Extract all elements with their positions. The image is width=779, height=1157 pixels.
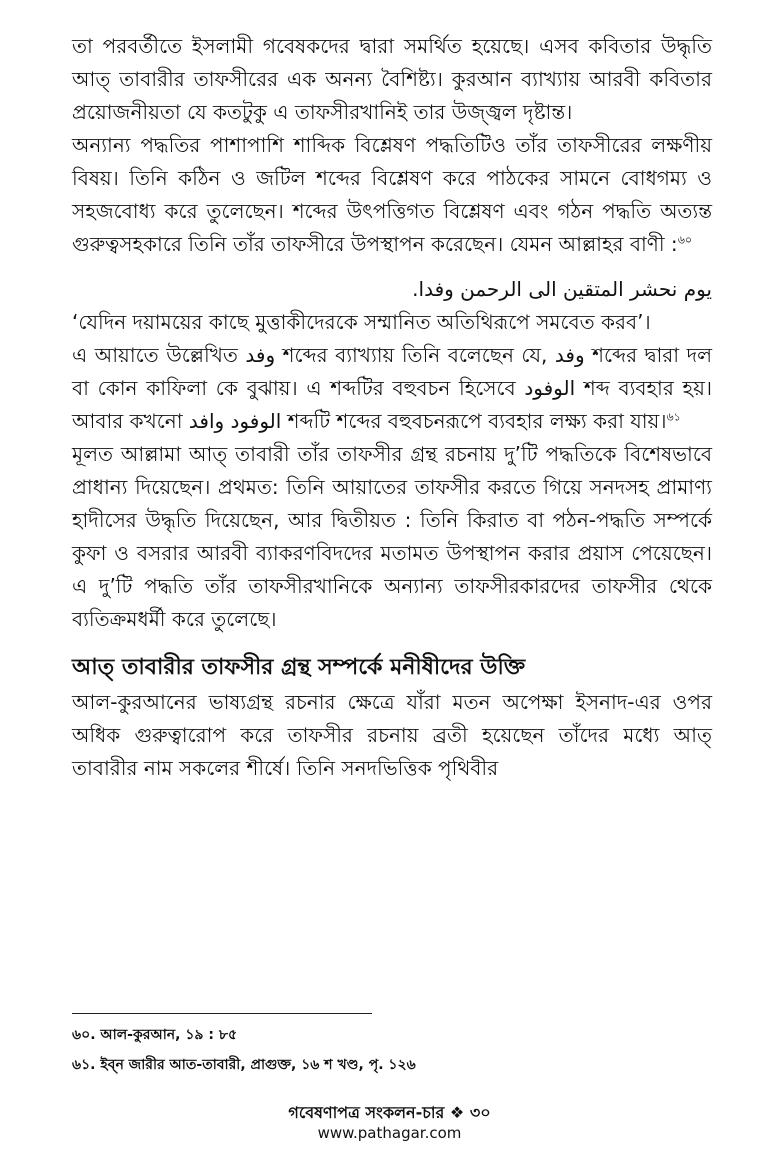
page-number: ৩০	[469, 1103, 491, 1122]
section-heading: আত্ তাবারীর তাফসীর গ্রন্থ সম্পর্কে মনীষীদের উক্তি	[72, 655, 526, 680]
paragraph-two-methods: মূলত আল্লামা আত্ তাবারী তাঁর তাফসীর গ্রন্থ রচনায় দু’টি পদ্ধতিকে বিশেষভাবে প্রাধান্য দিয়েছেন। প্রথমত: তিনি আয়াতের তাফসীর করতে গিয়ে সনদসহ প্রামাণ্য হাদীসের উদ্ধৃতি দিয়েছেন, আর দ্বিতীয়ত : তিনি কিরাত বা পঠন-পদ্ধতি সম্পর্কে কুফা ও বসরার আরবী ব্যাকরণবিদদের মতামত উপস্থাপন করার প্রয়াস পেয়েছেন। এ দু’টি পদ্ধতি তাঁর তাফসীরখানিকে অন্যান্য তাফসীরকারদের তাফসীর থেকে ব্যতিক্রমধর্মী করে তুলেছে।	[72, 442, 712, 631]
paragraph-wafd-explanation	[72, 339, 712, 438]
paragraph-verse-translation: ‘যেদিন দয়াময়ের কাছে মুত্তাকীদেরকে সম্মানিত অতিথিরূপে সমবেত করব’।	[72, 310, 651, 334]
website-link[interactable]: www.pathagar.com	[317, 1124, 462, 1142]
footnote-ref-60: ৬০	[677, 233, 692, 247]
footnote-ref-61: ৬১	[666, 410, 681, 424]
paragraph-isnad: আল-কুরআনের ভাষ্যগ্রন্থ রচনার ক্ষেত্রে যাঁরা মতন অপেক্ষা ইসনাদ-এর ওপর অধিক গুরুত্বারোপ করে তাফসীর রচনায় ব্রতী হয়েছেন তাঁদের মধ্যে আত্ তাবারীর নাম সকলের শীর্ষে। তিনি সনদভিত্তিক পৃথিবীর	[72, 690, 712, 780]
paragraph-word-analysis-text: অন্যান্য পদ্ধতির পাশাপাশি শাব্দিক বিশ্লেষণ পদ্ধতিটিও তাঁর তাফসীরের লক্ষণীয় বিষয়। তিনি কঠিন ও জটিল শব্দের বিশ্লেষণ করে পাঠকের সামনে বোধগম্য ও সহজবোধ্য করে তুলেছেন। শব্দের উৎপত্তিগত বিশ্লেষণ এবং গঠন পদ্ধতি অত্যন্ত গুরুত্বসহকারে তিনি তাঁর তাফসীরে উপস্থাপন করেছেন। যেমন আল্লাহর বাণী :	[72, 133, 712, 256]
paragraph-word-analysis	[72, 129, 712, 261]
arabic-verse: يوم نحشر المتقين الى الرحمن وفدا.	[412, 277, 712, 301]
page-body	[72, 30, 712, 785]
paragraph-poetry-citation: তা পরবর্তীতে ইসলামী গবেষকদের দ্বারা সমর্থিত হয়েছে। এসব কবিতার উদ্ধৃতি আত্ তাবারীর তাফসীরের এক অনন্য বৈশিষ্ট্য। কুরআন ব্যাখ্যায় আরবী কবিতার প্রয়োজনীয়তা যে কতটুকু এ তাফসীরখানিই তার উজ্জ্বল দৃষ্টান্ত।	[72, 34, 712, 124]
paragraph-wafd-explanation-text: এ আয়াতে উল্লেখিত وفد শব্দের ব্যাখ্যায় তিনি বলেছেন যে, وفد শব্দের দ্বারা দল বা কোন কাফিলা কে বুঝায়। এ শব্দটির বহুবচন হিসেবে الوفود শব্দ ব্যবহার হয়। আবার কখনো الوفود وافد শব্দটি শব্দের বহুবচনরূপে ব্যবহার লক্ষ্য করা যায়।	[72, 343, 713, 433]
footnote-61: ৬১. ইব্ন জারীর আত-তাবারী, প্রাগুক্ত, ১৬ শ খণ্ড, পৃ. ১২৬	[72, 1057, 416, 1073]
page-footer	[0, 1100, 779, 1127]
footnote-60: ৬০. আল-কুরআন, ১৯ : ৮৫	[72, 1027, 238, 1043]
ornament-icon: ❖	[449, 1103, 465, 1122]
footnote-divider	[72, 1013, 372, 1014]
collection-title: গবেষণাপত্র সংকলন-চার	[288, 1103, 445, 1122]
